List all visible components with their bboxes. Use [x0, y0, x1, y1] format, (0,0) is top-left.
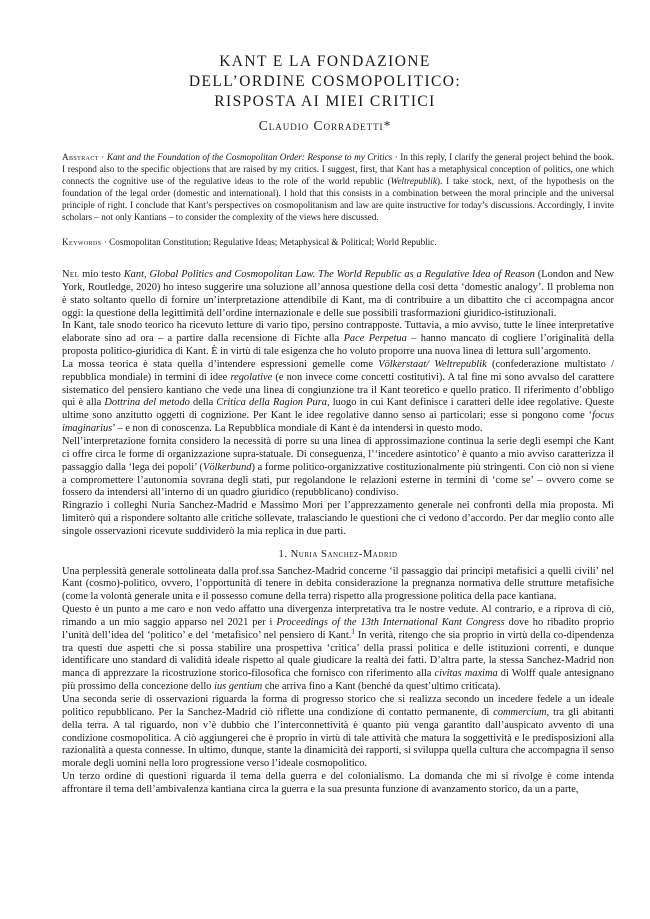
italic-run: ius gentium: [214, 681, 263, 693]
footnote-marker[interactable]: 1: [351, 627, 355, 636]
section-heading: 1. Nuria Sanchez-Madrid: [278, 548, 398, 560]
text-run: La mossa teorica è stata quella d’intendere espressioni gemelle come: [62, 358, 379, 370]
text-run: – hanno mancato di cogliere l’originalità della proposta politico-giuridica di Kant. È in virtù di tale esigenza che ho voluto proporre una nuova linea di lettura sull’argomento.: [62, 333, 614, 358]
text-run: In verità, ritengo che sia proprio in virtù della co-dipendenza tra questi due aspetti che si possa stabilire una prospettiva ‘critica’ della prassi politica e delle istituzioni correnti, e dunque identificare uno standard di validità ideale rispetto al quale giudicare la realtà dei fatti. D’altra parte, la stessa Sanchez-Madrid non manca di apprezzare la ricostruzione storico-filosofica che fornisco con riferimento alla: [62, 629, 614, 680]
keywords-separator: ·: [101, 237, 110, 247]
abstract-text-2: ). I take stock, next, of the hypothesis on the foundation of the legal order (domestic and international). I hold that this consists in a combination between the moral principle and the universal principle of right. I conclude that Kant’s perspectives on cosmopolitanism and law are quite instructive for today’s discussions. Accordingly, I invite scholars – not only Kantians – to consider the complexity of the views here discussed.: [62, 176, 614, 222]
text-run: (e non invece come concetti costitutivi). A tal fine mi sono avvalso del carattere sistematico del pensiero kantiano che vede una linea di congiunzione tra il Kant teoretico e quello pratico. Il riferimento d’obbligo qui è alla: [62, 371, 614, 409]
text-run: , luogo in cui Kant definisce i caratteri delle idee regolative. Queste ultime sono anzitutto oggetti di cognizione. Per Kant le idee regolative danno senso ai particolari; esse si pongono come ‘: [62, 397, 615, 422]
text-run: (London and New York, Routledge, 2020) ho inteso suggerire una soluzione all’annosa questione della così detta ‘domestic analogy’. Il problema non è stato soltanto quello di fornire un’interpretazione attendibile di Kant, ma di contribuire a un dibattito che ci accompagna ancor oggi: la questione della legittimità dell’ordine internazionale e delle sue possibili trasformazioni giuridico-istituzionali.: [62, 269, 614, 319]
text-run: ) a forme politico-organizzative costituzionalmente più stringenti. Con ciò non si viene a compromettere l’autonomia sovrana degli stati, pur regolandone le relazioni esterne in termini di ‘come se’ – ovvero come se fossero da intendersi all’interno di un quadro giuridico (repubblicano) condiviso.: [62, 461, 614, 499]
paragraph-5: Ringrazio i colleghi Nuria Sanchez-Madrid e Massimo Mori per l’apprezzamento generale nei confronti della mia proposta. Mi limiterò qui a rispondere soltanto alle critiche sollevate, tralasciando le questioni che ci vedono d’accordo. Per dar meglio conto alle singole osservazioni ricevute suddividerò la mia replica in due parti.: [62, 500, 614, 537]
paragraph-4: [62, 436, 614, 500]
book-title: Kant, Global Politics and Cosmopolitan Law. The World Republic as a Regulative Idea of Reason: [123, 269, 535, 280]
paragraph-1: [62, 269, 614, 320]
author-name: [0, 118, 650, 134]
italic-run: Proceedings of the 13th International Kant Congress: [276, 616, 505, 628]
italic-run: Dottrina del metodo: [104, 397, 190, 409]
text-run: dove ho ribadito proprio l’unità dell’idea del ‘politico’ e del ‘metafisico’ nel pensiero di Kant.: [62, 616, 614, 641]
paragraph-2: [62, 320, 614, 359]
title-line-3: RISPOSTA AI MIEI CRITICI: [214, 93, 436, 110]
abstract-separator-2: ·: [392, 152, 401, 162]
italic-run: Völkerbund: [202, 461, 252, 473]
author-footnote-mark: *: [383, 118, 392, 133]
abstract-separator: ·: [98, 152, 107, 162]
paragraph-3: [62, 359, 614, 436]
text-run: Una seconda serie di osservazioni riguarda la forma di progresso storico che si realizza secondo un incedere fedele a un ideale politico repubblicano. Per la Sanchez-Madrid ciò riflette una condizione di contatto permanente, di: [62, 694, 614, 718]
paragraph-8: [62, 694, 614, 771]
article-title: [0, 52, 650, 112]
italic-run: regolative: [230, 371, 273, 383]
italic-run: Pace Perpetua: [343, 333, 407, 345]
keywords-text: Cosmopolitan Constitution; Regulative Ideas; Metaphysical & Political; World Republic.: [109, 237, 437, 247]
italic-run: Critica della Ragion Pura: [216, 397, 327, 409]
text-run: mio testo: [79, 269, 124, 280]
text-run: ’ – e non di conoscenza. La Repubblica mondiale di Kant è da intendersi in questo modo.: [112, 423, 483, 435]
paragraph-7: [62, 604, 614, 694]
italic-run: focus imaginarius: [62, 410, 614, 435]
abstract-label: Abstract: [62, 152, 99, 162]
text-run: di Wolff quale antesignano più prossimo della concezione dello: [62, 668, 614, 693]
abstract: [62, 151, 614, 223]
text-run: (confederazione multistato / repubblica mondiale) in termini di idee: [62, 358, 614, 383]
italic-run: commercium: [493, 706, 547, 718]
author-text: Claudio Corradetti: [258, 118, 384, 133]
paragraph-9: Un terzo ordine di questioni riguarda il tema della guerra e del colonialismo. La domanda che mi si rivolge è come intenda affrontare il tema dell’ambivalenza kantiana circa la guerra e la sua presunta funzione di avanzamento storico, da un a parte,: [62, 771, 614, 795]
italic-run: Völkerstaat/ Weltrepublik: [378, 358, 487, 370]
body-text: [62, 269, 614, 797]
abstract-title: Kant and the Foundation of the Cosmopolitan Order: Response to my Critics: [106, 152, 393, 162]
text-run: della: [189, 397, 217, 409]
text-run: che arriva fino a Kant (benché da quest’ultimo criticata).: [262, 681, 501, 693]
text-run: In Kant, tale snodo teorico ha ricevuto letture di vario tipo, persino contrapposte. Tuttavia, a mio avviso, tutte le linee interpretative elaborate sino ad ora – a partire dalla recensione di Fichte alla: [62, 320, 614, 345]
title-line-1: KANT E LA FONDAZIONE: [219, 53, 431, 70]
paragraph-6: Una perplessità generale sottolineata dalla prof.ssa Sanchez-Madrid concerne ‘il passaggio dai principi metafisici a quelli civili’ nel Kant (cosmo)-politico, ovvero, l’opportunità di tenere in debita considerazione la pregnanza normativa delle strutture metafisiche (come la volontà generale unita e il possesso comune della terra) rispetto alla progressione politica della pace kantiana.: [62, 565, 614, 603]
text-run: , tra gli abitanti della terra. A tal riguardo, non v’è dubbio che l’interconnettività è quanto più venga garantito dall’auspicato avvento di una condizione cosmopolitica. A ciò aggiungerei che è proprio in virtù di tale attività che matura la soggettività e le predisposizioni alla razionalità a questa connesse. In ultimo, dunque, stante la dinamicità dei rapporti, si sviluppa quella cultura che accompagna il senso morale degli uomini nella loro progressione verso l’ideale cosmopolitico.: [62, 706, 614, 770]
italic-run: civitas maxima: [434, 668, 498, 680]
paragraph-lead: Nel: [62, 269, 80, 280]
text-run: Nell’interpretazione fornita considero la necessità di porre su una linea di approssimazione continua la serie degli esempi che Kant ci offre circa le forme di organizzazione supra-statuale. Di conseguenza, l’‘incedere asintotico’ è quanto a mio avviso caratterizza il passaggio dalla ‘lega dei popoli’ (: [62, 435, 614, 473]
abstract-italic: Weltrepublik: [390, 176, 437, 186]
keywords: [62, 236, 614, 248]
keywords-label: Keywords: [62, 237, 102, 247]
text-run: Questo è un punto a me caro e non vedo affatto una divergenza interpretativa tra le nostre vedute. Al contrario, e a riprova di ciò, rimando a un mio saggio apparso nel 2021 per i: [62, 604, 614, 628]
title-line-2: DELL’ORDINE COSMOPOLITICO:: [188, 73, 462, 90]
abstract-text: In this reply, I clarify the general project behind the book. I respond also to the specific objections that are raised by my critics. I suggest, first, that Kant has a metaphysical conception of politics, one which connects the cognitive use of the regulative ideas to the role of the world republic (: [62, 152, 615, 186]
